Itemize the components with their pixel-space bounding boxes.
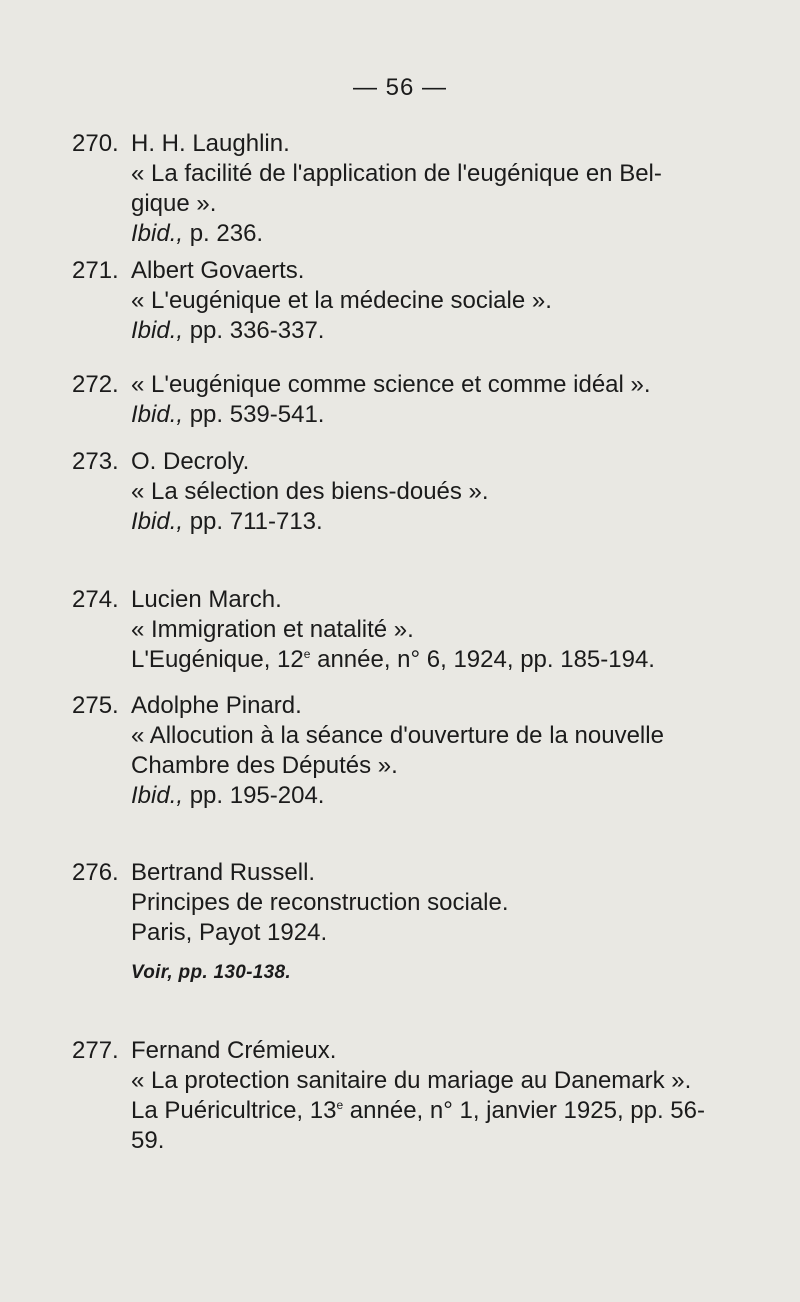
entry-number: 272.	[72, 371, 119, 398]
entry-publisher: Paris, Payot 1924.	[131, 919, 328, 946]
ibid-pages: p. 236.	[183, 220, 264, 247]
entry-author: H. H. Laughlin.	[131, 130, 290, 157]
entry-title-line-1: « La facilité de l'application de l'eugénique en Bel-	[131, 160, 662, 187]
source-details: année, n° 6, 1924, pp. 185-194.	[310, 646, 655, 673]
bibliography-entry-275	[72, 691, 772, 811]
entry-title: « L'eugénique comme science et comme idéal ».	[131, 371, 651, 398]
entry-reference	[131, 316, 772, 346]
bibliography-entry-277	[72, 1036, 772, 1156]
ibid-label: Ibid.,	[131, 401, 184, 428]
entry-title: « Immigration et natalité ».	[131, 616, 414, 643]
bibliography-entry-273	[72, 447, 772, 537]
entry-reference	[131, 781, 772, 811]
ibid-label: Ibid.,	[131, 508, 184, 535]
entry-note: Voir, pp. 130-138.	[131, 962, 291, 983]
ibid-label: Ibid.,	[131, 317, 184, 344]
entry-number: 277.	[72, 1037, 119, 1064]
entry-number: 275.	[72, 692, 119, 719]
ibid-pages: pp. 711-713.	[183, 508, 323, 535]
source-journal: L'Eugénique, 12	[131, 646, 304, 673]
entry-title-line-2: gique ».	[131, 190, 217, 217]
ordinal-suffix: e	[303, 647, 311, 661]
entry-reference	[131, 507, 772, 537]
entry-title-line-2: Chambre des Députés ».	[131, 752, 398, 779]
bibliography-entry-272	[72, 370, 772, 430]
page-number: — 56 —	[352, 74, 448, 101]
entry-source	[131, 1096, 772, 1126]
ibid-pages: pp. 336-337.	[183, 317, 325, 344]
bibliography-entry-274	[72, 585, 772, 675]
entry-title: « L'eugénique et la médecine sociale ».	[131, 287, 552, 314]
entry-number: 271.	[72, 257, 119, 284]
entry-author: O. Decroly.	[131, 448, 250, 475]
ibid-label: Ibid.,	[131, 220, 184, 247]
entry-title-line-1: « Allocution à la séance d'ouverture de la nouvelle	[131, 722, 664, 749]
bibliography-entry-271	[72, 256, 772, 346]
bibliography-entry-276	[72, 858, 772, 988]
entry-source	[131, 645, 772, 675]
entry-reference	[131, 400, 772, 430]
entry-number: 273.	[72, 448, 119, 475]
entry-author: Fernand Crémieux.	[131, 1037, 337, 1064]
ibid-label: Ibid.,	[131, 782, 184, 809]
entry-author: Albert Govaerts.	[131, 257, 305, 284]
entry-author: Adolphe Pinard.	[131, 692, 302, 719]
entry-number: 270.	[72, 130, 119, 157]
entry-number: 274.	[72, 586, 119, 613]
ibid-pages: pp. 539-541.	[183, 401, 325, 428]
entry-title: « La protection sanitaire du mariage au Danemark ».	[131, 1067, 692, 1094]
entry-title: « La sélection des biens-doués ».	[131, 478, 489, 505]
entry-source-line-2: 59.	[131, 1127, 165, 1154]
entry-number: 276.	[72, 859, 119, 886]
bibliography-entry-270	[72, 129, 772, 249]
entry-reference	[131, 219, 772, 249]
ibid-pages: pp. 195-204.	[183, 782, 325, 809]
entry-author: Lucien March.	[131, 586, 282, 613]
entry-author: Bertrand Russell.	[131, 859, 316, 886]
entry-title: Principes de reconstruction sociale.	[131, 889, 509, 916]
ordinal-suffix: e	[336, 1098, 344, 1112]
source-details: année, n° 1, janvier 1925, pp. 56-	[343, 1097, 705, 1124]
source-journal: La Puéricultrice, 13	[131, 1097, 337, 1124]
